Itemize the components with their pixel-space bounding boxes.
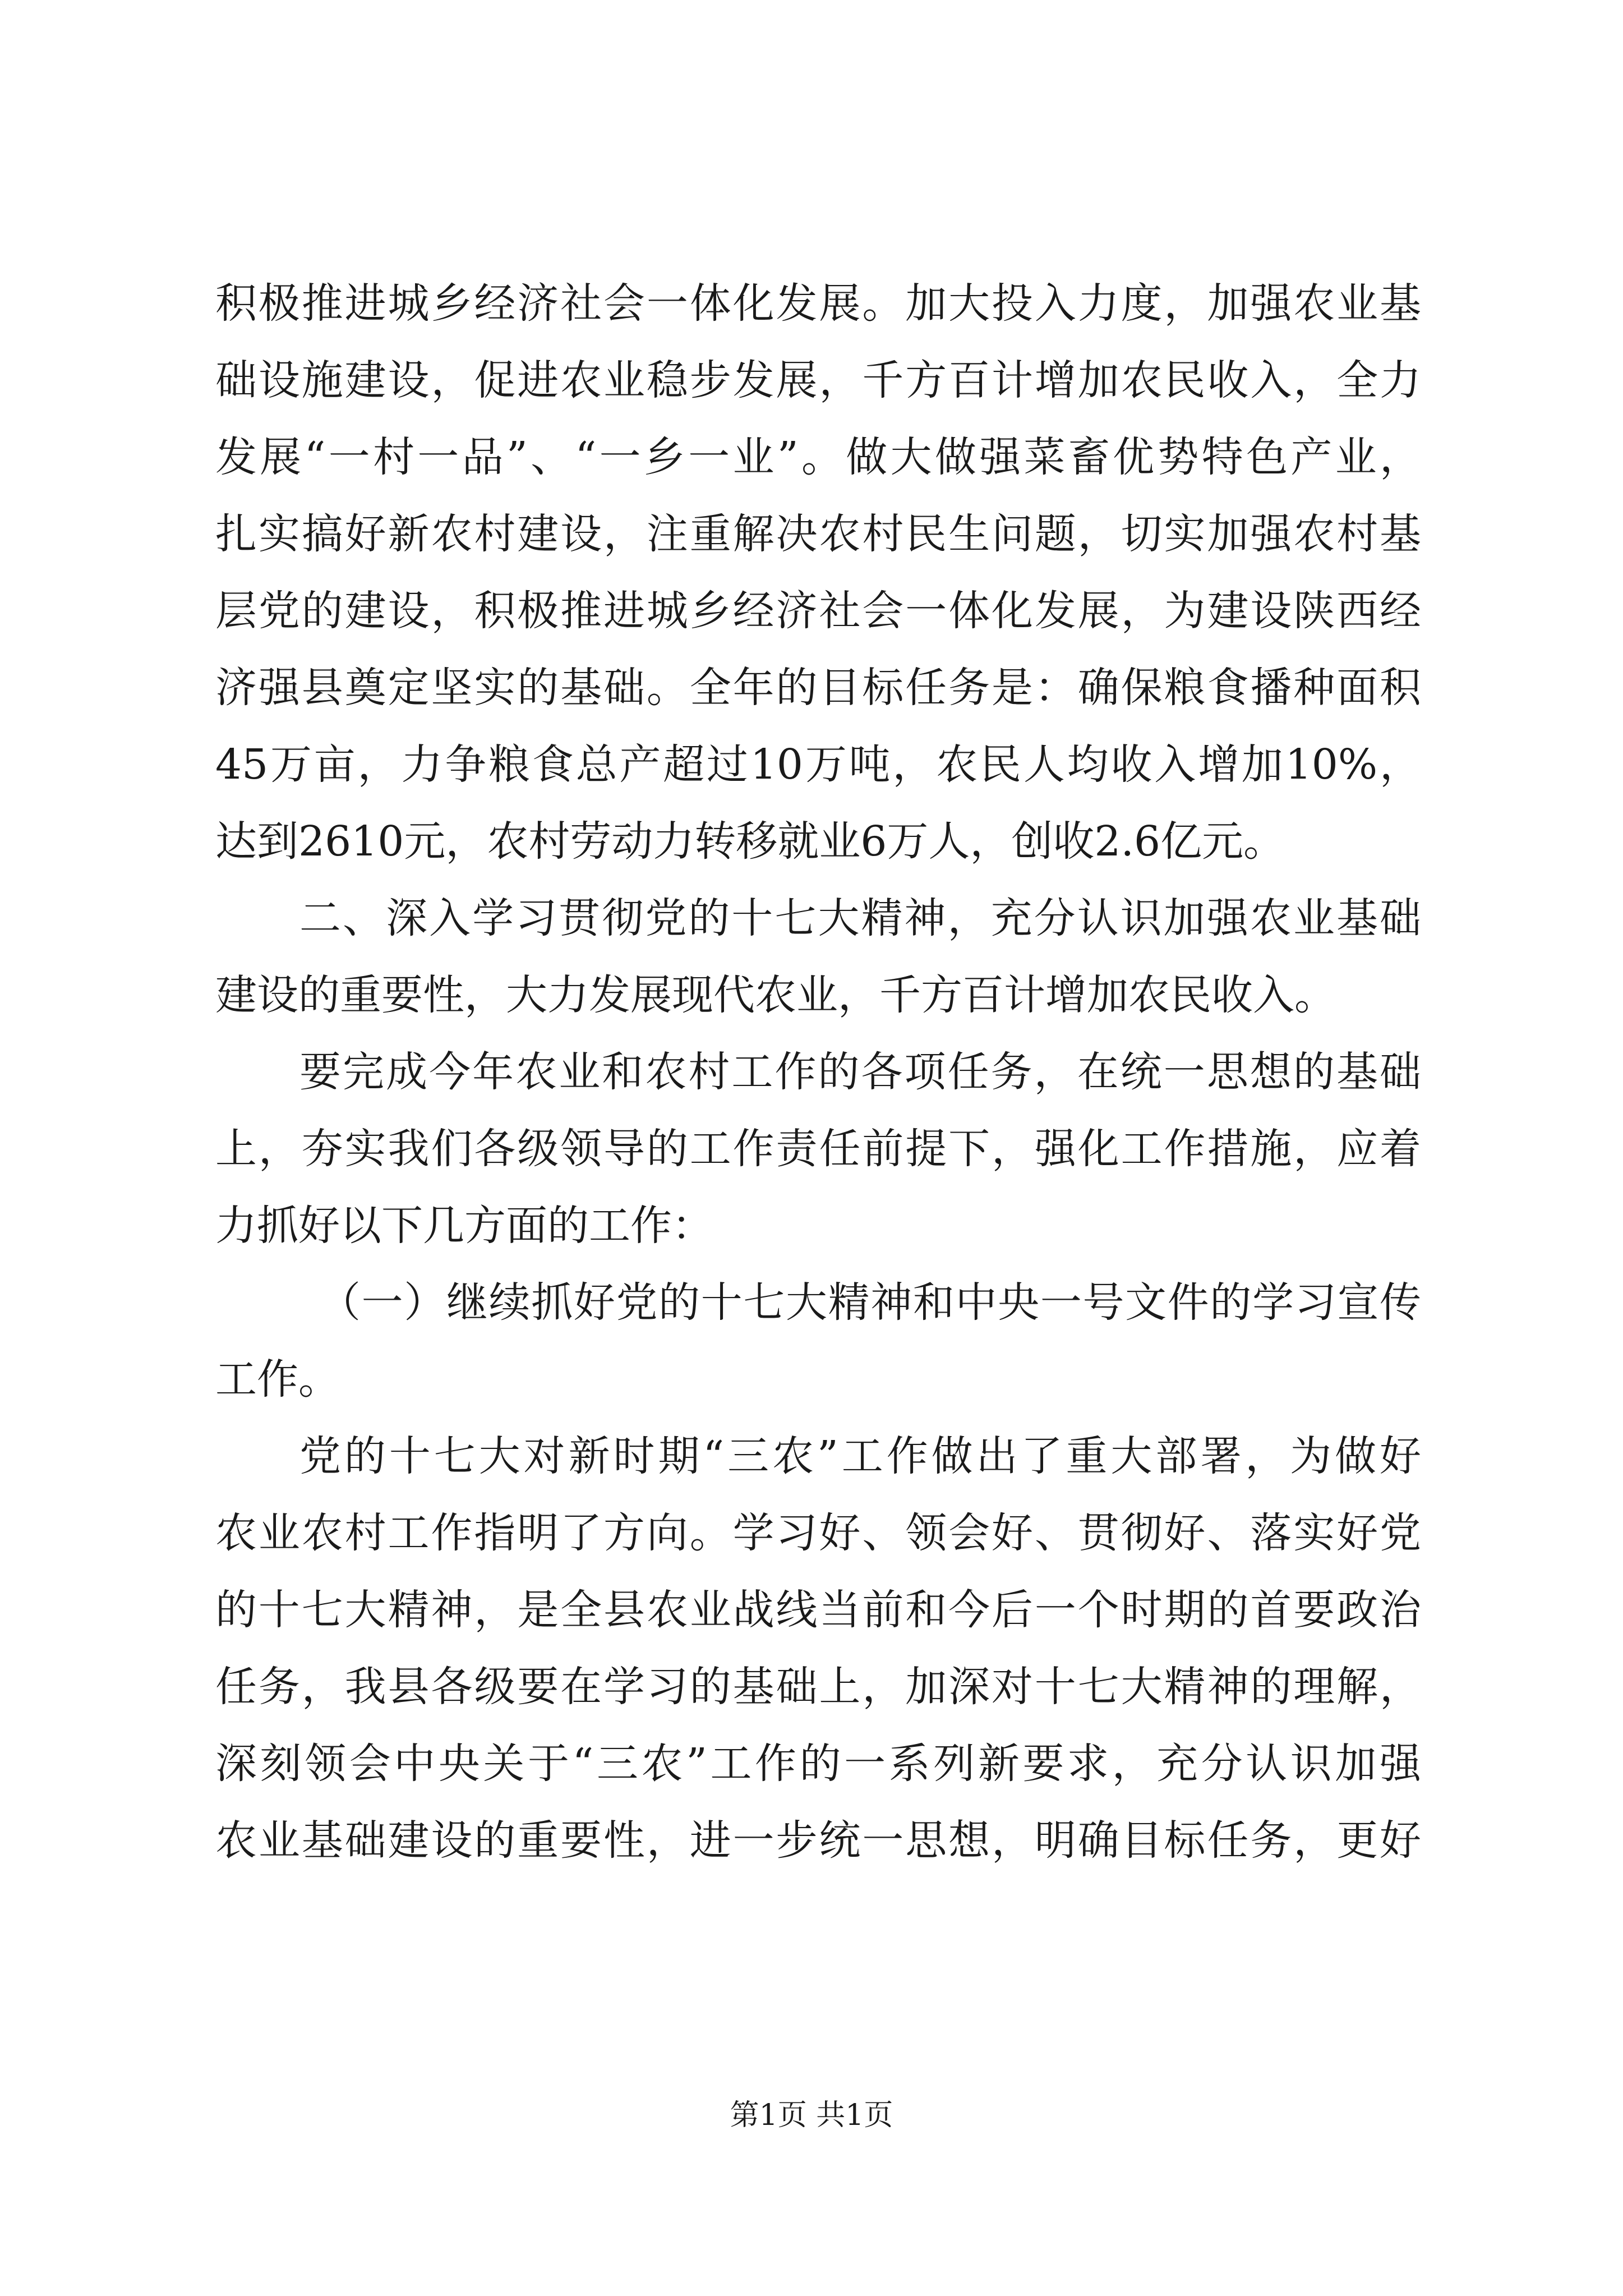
- page-number-label: 第1页 共1页: [730, 2099, 893, 2132]
- text-line: 上，夯实我们各级领导的工作责任前提下，强化工作措施，应着: [215, 1125, 1421, 1173]
- text-line: 农业农村工作指明了方向。学习好、领会好、贯彻好、落实好党: [215, 1509, 1421, 1557]
- section-heading-line: 建设的重要性，大力发展现代农业，千方百计增加农民收入。: [215, 971, 1336, 1019]
- text-line: 发展“一村一品”、“一乡一业”。做大做强菜畜优势特色产业，: [215, 433, 1421, 481]
- text-line: 深刻领会中央关于“三农”工作的一系列新要求，充分认识加强: [215, 1740, 1421, 1788]
- text-line: 扎实搞好新农村建设，注重解决农村民生问题，切实加强农村基: [215, 510, 1421, 558]
- text-line: 要完成今年农业和农村工作的各项任务，在统一思想的基础: [299, 1048, 1421, 1096]
- text-line: 任务，我县各级要在学习的基础上，加深对十七大精神的理解，: [215, 1663, 1421, 1711]
- section-heading-line: 二、深入学习贯彻党的十七大精神，充分认识加强农业基础: [299, 894, 1421, 942]
- text-line: 济强县奠定坚实的基础。全年的目标任务是：确保粮食播种面积: [215, 664, 1421, 712]
- subsection-heading-line: （一）继续抓好党的十七大精神和中央一号文件的学习宣传: [319, 1278, 1421, 1327]
- text-line: 的十七大精神，是全县农业战线当前和今后一个时期的首要政治: [215, 1586, 1421, 1634]
- page-footer: [0, 2091, 1623, 2133]
- text-line: 础设施建设，促进农业稳步发展，千方百计增加农民收入，全力: [215, 356, 1421, 404]
- text-line: 达到2610元，农村劳动力转移就业6万人，创收2.6亿元。: [215, 817, 1285, 866]
- text-line: 力抓好以下几方面的工作：: [215, 1202, 713, 1250]
- document-body: [215, 265, 1421, 1879]
- text-line: 党的十七大对新时期“三农”工作做出了重大部署，为做好: [299, 1432, 1421, 1480]
- subsection-heading-line: 工作。: [215, 1355, 340, 1404]
- text-line: 层党的建设，积极推进城乡经济社会一体化发展，为建设陕西经: [215, 587, 1421, 635]
- text-line: 积极推进城乡经济社会一体化发展。加大投入力度，加强农业基: [215, 279, 1421, 328]
- text-line: 45万亩，力争粮食总产超过10万吨，农民人均收入增加10%，: [215, 740, 1421, 789]
- text-line: 农业基础建设的重要性，进一步统一思想，明确目标任务，更好: [215, 1816, 1421, 1865]
